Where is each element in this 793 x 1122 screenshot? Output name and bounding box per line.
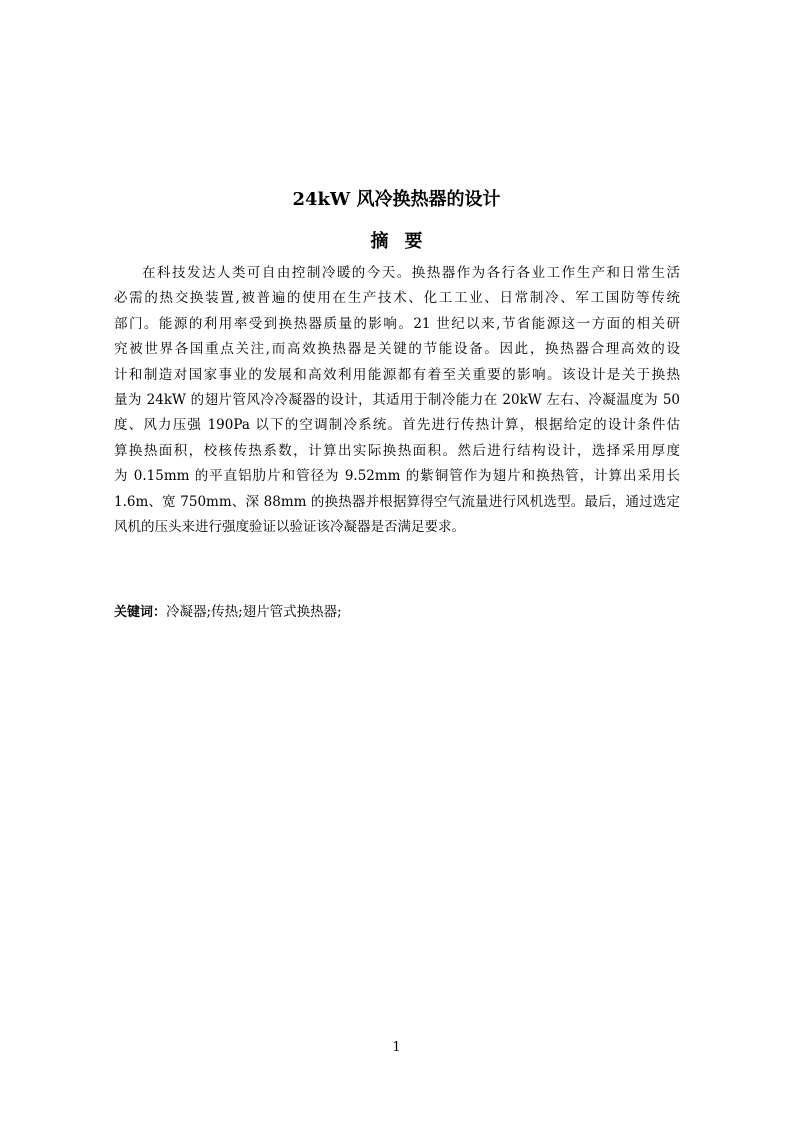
keywords-label: 关键词： — [114, 605, 167, 620]
abstract-line: 计和制造对国家事业的发展和高效利用能源都有着至关重要的影响。该设计是关于换热 — [114, 366, 680, 383]
abstract-line: 部门。能源的利用率受到换热器质量的影响。21 世纪以来,节省能源这一方面的相关研 — [114, 315, 680, 332]
abstract-line: 风机的压头来进行强度验证以验证该冷凝器是否满足要求。 — [114, 518, 465, 535]
abstract-line: 必需的热交换装置,被普遍的使用在生产技术、化工工业、日常制冷、军工国防等传统 — [114, 290, 680, 307]
page-number: 1 — [392, 1040, 401, 1055]
abstract-line: 算换热面积，校核传热系数，计算出实际换热面积。然后进行结构设计，选择采用厚度 — [114, 442, 680, 459]
abstract-body — [114, 261, 680, 540]
abstract-line: 在科技发达人类可自由控制冷暖的今天。换热器作为各行各业工作生产和日常生活 — [142, 265, 680, 281]
keywords-value: 冷凝器;传热;翅片管式换热器; — [166, 604, 342, 620]
abstract-line: 1.6m、宽 750mm、深 88mm 的换热器并根据算得空气流量进行风机选型。最后，通过选定 — [114, 493, 680, 510]
keywords — [114, 600, 342, 625]
document-title: 24kW 风冷换热器的设计 — [292, 189, 501, 210]
abstract-line: 为 0.15mm 的平直铝肋片和管径为 9.52mm 的紫铜管作为翅片和换热管，计算出采用长 — [114, 468, 680, 485]
abstract-line: 量为 24kW 的翅片管风冷冷凝器的设计，其适用于制冷能力在 20kW 左右、冷凝温度为 50 — [114, 391, 680, 408]
abstract-line: 究被世界各国重点关注,而高效换热器是关键的节能设备。因此，换热器合理高效的设 — [114, 341, 680, 358]
abstract-line: 度、风力压强 190Pa 以下的空调制冷系统。首先进行传热计算，根据给定的设计条件估 — [114, 417, 680, 434]
abstract-heading: 摘要 — [370, 231, 439, 252]
